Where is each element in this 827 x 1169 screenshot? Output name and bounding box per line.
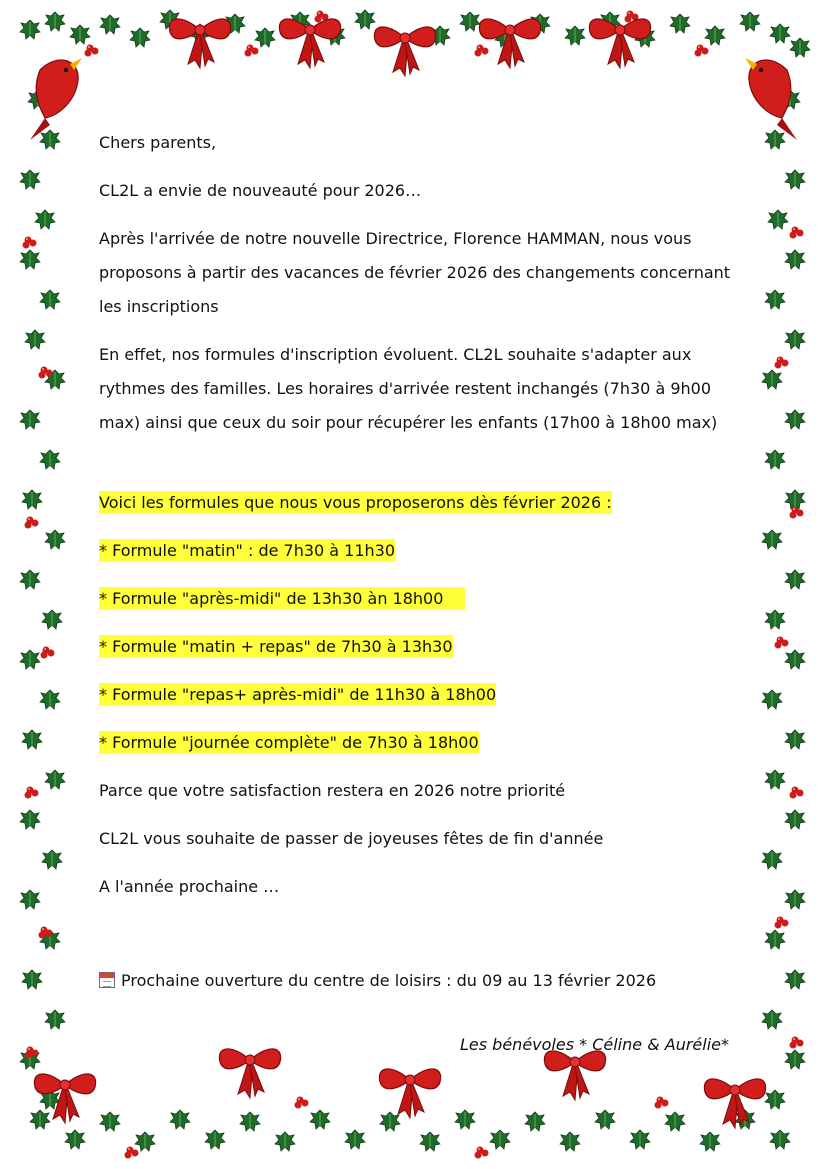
- signature: Les bénévoles * Céline & Aurélie*: [460, 1035, 729, 1054]
- announcement-paragraph: Après l'arrivée de notre nouvelle Directrice, Florence HAMMAN, nous vous proposons à partir des vacances de février 2026 des changements concernant les inscriptions: [99, 229, 731, 316]
- next-opening-text: Prochaine ouverture du centre de loisirs : du 09 au 13 février 2026: [121, 971, 657, 990]
- formula-matin: * Formule "matin" : de 7h30 à 11h30: [99, 541, 396, 560]
- next-opening-line: [99, 964, 739, 998]
- formula-journee-complete: * Formule "journée complète" de 7h30 à 18h00: [99, 733, 479, 752]
- wishes-line: CL2L vous souhaite de passer de joyeuses fêtes de fin d'année: [99, 829, 604, 848]
- formula-repas-apres-midi: * Formule "repas+ après-midi" de 11h30 à 18h00: [99, 685, 497, 704]
- closing-line: A l'année prochaine …: [99, 877, 280, 896]
- calendar-icon: [99, 972, 115, 988]
- formula-matin-repas: * Formule "matin + repas" de 7h30 à 13h30: [99, 637, 453, 656]
- satisfaction-line: Parce que votre satisfaction restera en 2026 notre priorité: [99, 781, 566, 800]
- formula-item: [99, 630, 739, 664]
- intro-line: CL2L a envie de nouveauté pour 2026…: [99, 181, 422, 200]
- formulas-title-highlight: Voici les formules que nous vous proposerons dès février 2026 :: [99, 493, 612, 512]
- formula-apres-midi: * Formule "après-midi" de 13h30 àn 18h00: [99, 587, 465, 610]
- formulas-title: [99, 486, 739, 520]
- details-paragraph: En effet, nos formules d'inscription évoluent. CL2L souhaite s'adapter aux rythmes des familles. Les horaires d'arrivée restent inchangés (7h30 à 9h00 max) ainsi que ceux du soir pour récupérer les enfants (17h00 à 18h00 max): [99, 345, 718, 432]
- formula-item: [99, 678, 739, 712]
- greeting: Chers parents,: [99, 133, 217, 152]
- formula-item: [99, 726, 739, 760]
- formula-item: [99, 534, 739, 568]
- formula-item: [99, 582, 739, 616]
